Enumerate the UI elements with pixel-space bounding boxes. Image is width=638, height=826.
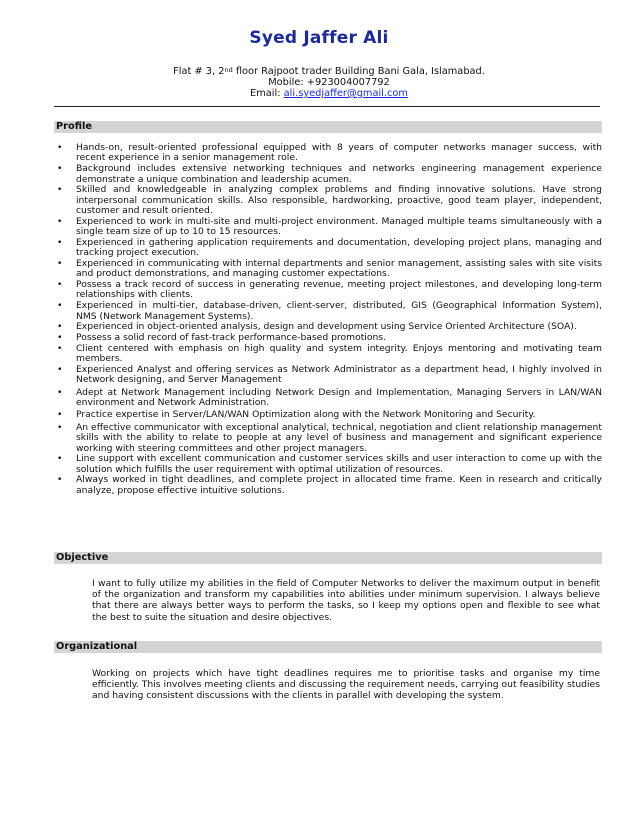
list-item: • Possess a track record of success in generating revenue, meeting project milestones, and developing long-term relationships with clients. — [54, 280, 602, 301]
list-item: • Line support with excellent communication and customer services skills and user interaction to come up with the solution which fulfills the user requirement with optimal utilization of resources. — [54, 454, 602, 475]
address-superscript: nd — [224, 66, 233, 74]
list-item: • Experienced in communicating with internal departments and senior management, assisting sales with site visits and product demonstrations, and managing customer expectations. — [54, 259, 602, 280]
list-item: • Experienced Analyst and offering services as Network Administrator as a department head, I highly involved in Network designing, and Server Management — [54, 365, 602, 386]
list-item: • Hands-on, result-oriented professional equipped with 8 years of computer networks manager success, with recent experience in a senior management role. — [54, 143, 602, 164]
list-item: • Practice expertise in Server/LAN/WAN Optimization along with the Network Monitoring and Security. — [54, 410, 602, 420]
address-suffix: floor Rajpoot trader Building Bani Gala, Islamabad. — [232, 66, 485, 77]
list-item: • Experienced in object-oriented analysis, design and development using Service Oriented Architecture (SOA). — [54, 322, 602, 332]
organizational-text: Working on projects which have tight deadlines requires me to prioritise tasks and organise my time efficiently. This involves meeting clients and discussing the requirement needs, carrying out feasibility studies and having consistent discussions with the clients in parallel with developing the system. — [92, 668, 600, 702]
objective-heading: Objective — [54, 552, 602, 564]
email-label: Email: — [250, 88, 284, 99]
email-link[interactable]: ali.syedjaffer@gmail.com — [283, 88, 408, 99]
list-item: • Always worked in tight deadlines, and complete project in allocated time frame. Keen in research and critically analyze, propose effective intuitive solutions. — [54, 475, 602, 496]
address-prefix: Flat # 3, 2 — [173, 66, 225, 77]
candidate-name: Syed Jaffer Ali — [249, 28, 389, 48]
objective-text: I want to fully utilize my abilities in the field of Computer Networks to deliver the maximum output in benefit of the organization and transform my capabilities into abilities under minimum supervision. I always believe that there are always better ways to perform the tasks, so I keep my options open and flexible to see what the best to suite the situation and desire objectives. — [92, 578, 600, 623]
mobile-line: Mobile: +923004007792 — [268, 77, 390, 88]
list-item: • Client centered with emphasis on high quality and system integrity. Enjoys mentoring and motivating team members. — [54, 344, 602, 365]
list-item: • Experienced in multi-tier, database-driven, client-server, distributed, GIS (Geographical Information System), NMS (Network Management Systems). — [54, 301, 602, 322]
organizational-heading: Organizational — [54, 641, 602, 653]
profile-heading: Profile — [54, 121, 602, 133]
list-item: • Possess a solid record of fast-track performance-based promotions. — [54, 333, 602, 343]
list-item: • An effective communicator with exceptional analytical, technical, negotiation and client relationship management skills with the ability to relate to people at any level of business and management and significant experience working with steering committees and other project managers. — [54, 423, 602, 454]
header-divider — [54, 106, 600, 107]
list-item: • Experienced in gathering application requirements and documentation, developing project plans, managing and tracking project execution. — [54, 238, 602, 259]
list-item: • Adept at Network Management including Network Design and Implementation, Managing Servers in LAN/WAN environment and Network Administration. — [54, 388, 602, 409]
list-item: • Skilled and knowledgeable in analyzing complex problems and finding innovative solutions. Have strong interpersonal communication skills. Also responsible, hardworking, proactive, good team player, independent, customer and result oriented. — [54, 185, 602, 216]
list-item: • Experienced to work in multi-site and multi-project environment. Managed multiple teams simultaneously with a single team size of up to 10 to 15 resources. — [54, 217, 602, 238]
list-item: • Background includes extensive networking techniques and networks engineering management experience demonstrate a unique combination and leadership acumen. — [54, 164, 602, 185]
profile-list — [54, 143, 602, 497]
email-line — [0, 88, 638, 100]
